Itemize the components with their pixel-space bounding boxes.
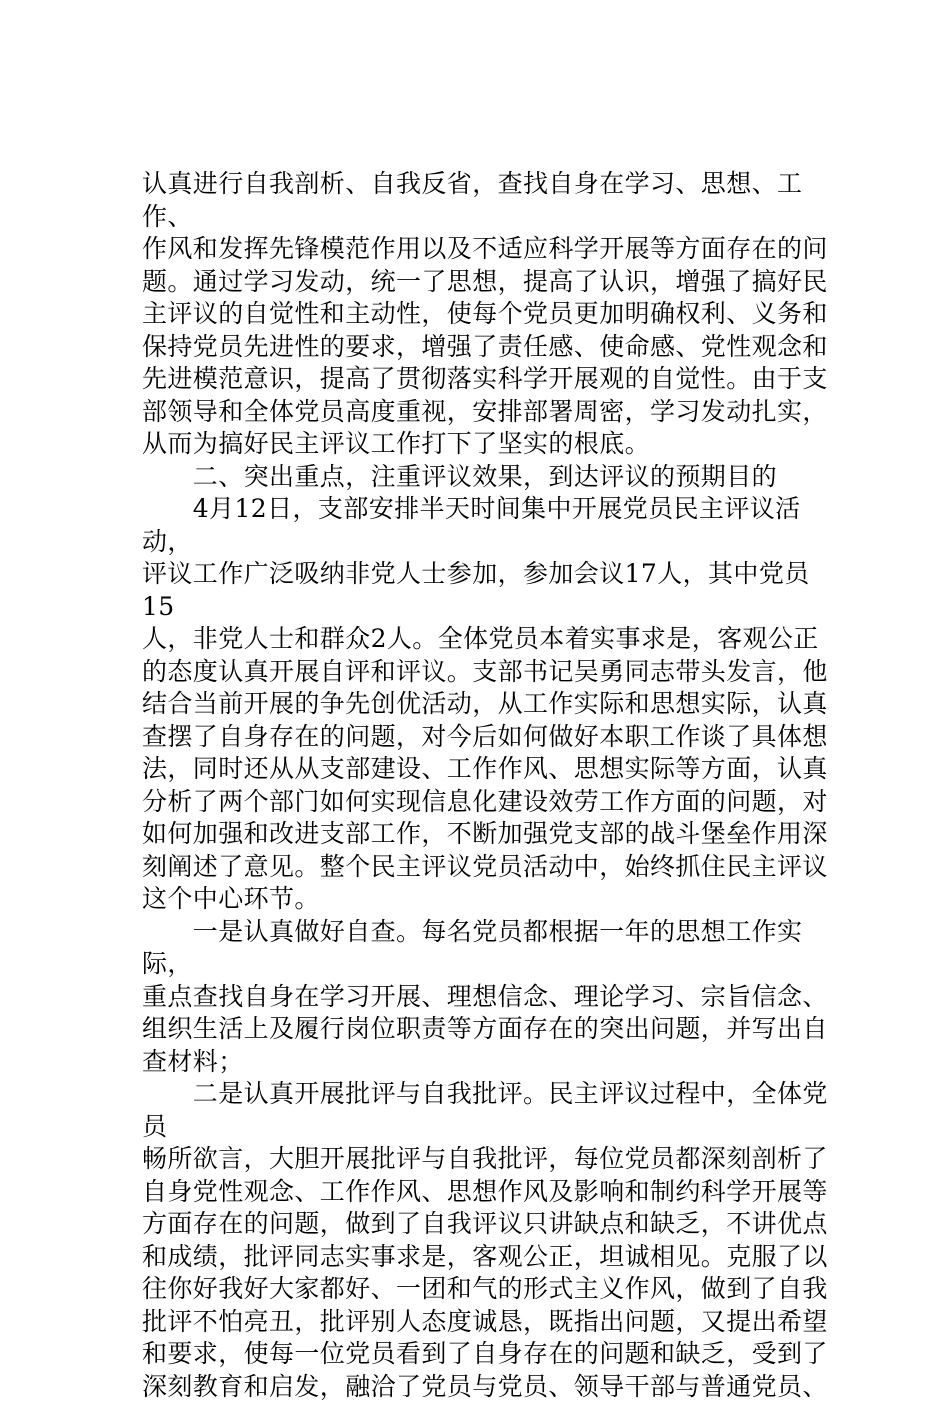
document-body	[142, 168, 842, 1403]
section-heading-two: 二、突出重点，注重评议效果，到达评议的预期目的	[142, 461, 778, 491]
paragraph-criticism: 二是认真开展批评与自我批评。民主评议过程中，全体党员 畅所欲言，大胆开展批评与自我批评，每位党员都深刻剖析了 自身党性观念、工作作风、思想作风及影响和制约科学开展等 方面存在的问题，做到了自我评议只讲缺点和缺乏，不讲优点 和成绩，批评同志实事求是，客观公正，坦诚相见。克服了以 往你好我好大家都好、一团和气的形式主义作风，做到了自我 批评不怕亮丑，批评别人态度诚恳，既指出问题，又提出希望 和要求，使每一位党员看到了自身存在的问题和缺乏，受到了 深刻教育和启发，融洽了党员与党员、领导干部与普通党员、	[142, 1079, 828, 1401]
paragraph-self-check: 一是认真做好自查。每名党员都根据一年的思想工作实际， 重点查找自身在学习开展、理想信念、理论学习、宗旨信念、 组织生活上及履行岗位职责等方面存在的突出问题，并写出自 查材料；	[142, 916, 828, 1076]
paragraph-self-analysis: 认真进行自我剖析、自我反省，查找自身在学习、思想、工作、 作风和发挥先锋模范作用以及不适应科学开展等方面存在的问 题。通过学习发动，统一了思想，提高了认识，增强了搞好民 主评议的自觉性和主动性，使每个党员更加明确权利、义务和 保持党员先进性的要求，增强了责任感、使命感、党性观念和 先进模范意识，提高了贯彻落实科学开展观的自觉性。由于支 部领导和全体党员高度重视，安排部署周密，学习发动扎实， 从而为搞好民主评议工作打下了坚实的根底。	[142, 169, 828, 458]
paragraph-evaluation-meeting: 4月12日，支部安排半天时间集中开展党员民主评议活动， 评议工作广泛吸纳非党人士参加，参加会议17人，其中党员15 人，非党人士和群众2人。全体党员本着实事求是，客观公正 的态度认真开展自评和评议。支部书记吴勇同志带头发言，他 结合当前开展的争先创优活动，从工作实际和思想实际，认真 查摆了自身存在的问题，对今后如何做好本职工作谈了具体想 法，同时还从从支部建设、工作作风、思想实际等方面，认真 分析了两个部门如何实现信息化建设效劳工作方面的问题，对 如何加强和改进支部工作，不断加强党支部的战斗堡垒作用深 刻阐述了意见。整个民主评议党员活动中，始终抓住民主评议 这个中心环节。	[142, 494, 828, 913]
